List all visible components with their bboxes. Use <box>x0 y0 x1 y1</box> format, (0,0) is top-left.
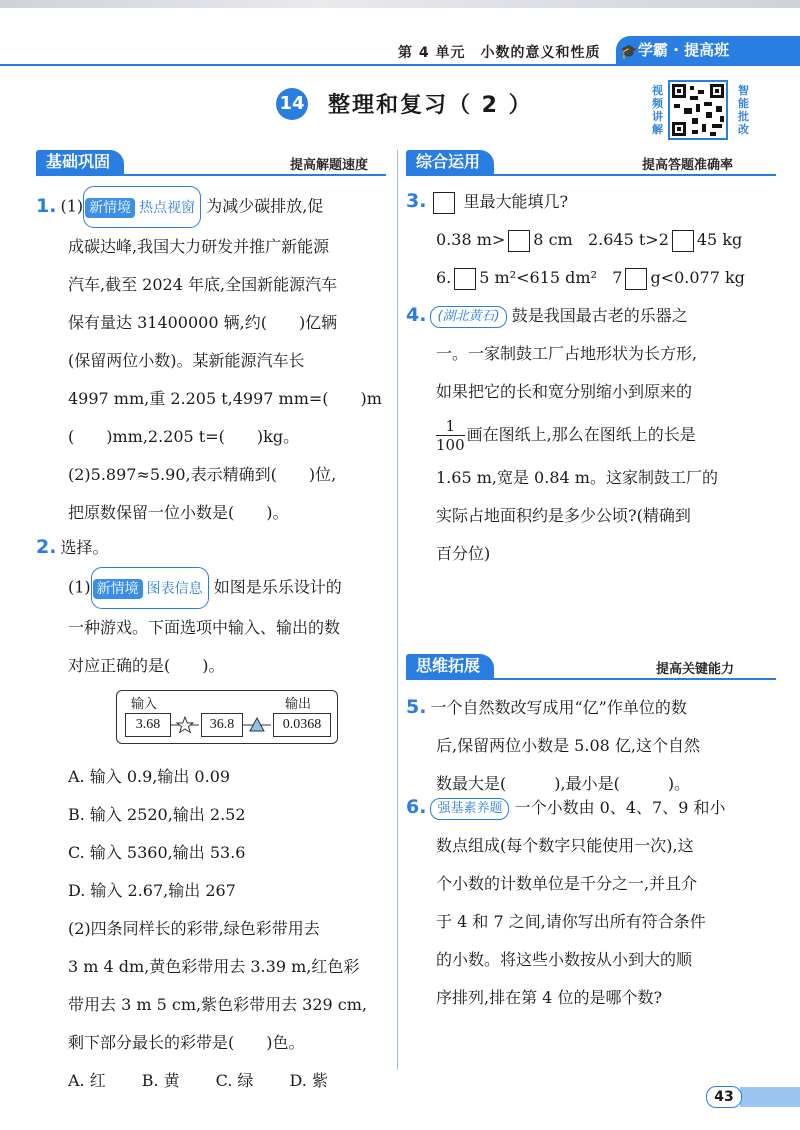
section-comprehensive-hint: 提高答题准确率 <box>642 158 734 173</box>
q2-part2-text: (2)四条同样长的彩带,绿色彩带用去 <box>68 919 320 938</box>
section-thinking-hint: 提高关键能力 <box>656 662 735 677</box>
q6-line-0 <box>406 788 786 827</box>
q2-title: 选择。 <box>60 538 109 557</box>
option-a[interactable]: A. 输入 0.9,输出 0.09 <box>68 767 231 786</box>
q1-text: (保留两位小数)。某新能源汽车长 <box>68 351 305 370</box>
q4-number: 4. <box>406 304 427 326</box>
section-thinking-rule <box>406 678 776 680</box>
triangle-icon <box>243 715 271 735</box>
q4-source: (湖北黄石) <box>430 306 506 328</box>
q5-text: 一个自然数改写成用“亿”作单位的数 <box>430 698 687 717</box>
q2-line-0 <box>36 567 392 609</box>
q3-expr: 0.38 m> <box>436 230 506 249</box>
part2-option-b[interactable]: B. 黄 <box>141 1071 180 1090</box>
question-2-options <box>36 758 392 1100</box>
machine-value-1: 3.68 <box>125 713 171 737</box>
q6-text: 数点组成(每个数字只能使用一次),这 <box>436 836 694 855</box>
page-title: 整理和复习（ 2 ） <box>328 93 533 118</box>
answer-box[interactable] <box>433 192 455 214</box>
q2-part1-prefix: (1) <box>68 577 91 597</box>
part2-option-c[interactable]: C. 绿 <box>215 1071 254 1090</box>
fraction-numerator: 1 <box>436 417 465 436</box>
section-comprehensive-rule <box>406 174 776 176</box>
answer-box[interactable] <box>508 230 530 252</box>
q4-text: 1.65 m,宽是 0.84 m。这家制鼓工厂的 <box>436 468 718 487</box>
q3-title: 里最大能填几? <box>463 192 569 211</box>
machine-input-label: 输入 <box>131 697 158 712</box>
q3-expr: 2.645 t>2 <box>587 230 669 249</box>
top-band <box>0 0 800 8</box>
q2-tag-b: 图表信息 <box>143 579 207 599</box>
option-b[interactable]: B. 输入 2520,输出 2.52 <box>68 805 246 824</box>
q1-text: (2)5.897≈5.90,表示精确到( )位, <box>68 465 337 484</box>
question-2 <box>36 528 392 685</box>
q1-line-0 <box>36 186 392 228</box>
q1-tag <box>83 186 201 228</box>
answer-box[interactable] <box>625 268 647 290</box>
q4-text: 画在图纸上,那么在图纸上的长是 <box>466 425 696 444</box>
qr-code[interactable] <box>668 80 728 140</box>
answer-box[interactable] <box>454 268 476 290</box>
question-4 <box>406 296 786 573</box>
qr-left-text: 视频讲解 <box>652 84 663 136</box>
q3-number: 3. <box>406 190 427 212</box>
q5-line-0 <box>406 688 786 727</box>
q3-expr: 6. <box>436 268 452 287</box>
brand-badge <box>616 36 800 64</box>
qr-right-text: 智能批改 <box>738 84 749 136</box>
q1-text: 4997 mm,重 2.205 t,4997 mm=( )m <box>68 389 382 408</box>
answer-box[interactable] <box>672 230 694 252</box>
q2-part2-text: 3 m 4 dm,黄色彩带用去 3.39 m,红色彩 <box>68 957 360 976</box>
qr-code-icon <box>670 82 726 138</box>
q5-text: 后,保留两位小数是 5.08 亿,这个自然 <box>436 736 700 755</box>
q1-number: 1. <box>36 194 57 217</box>
fraction-denominator: 100 <box>436 436 465 454</box>
q2-part2-text: 剩下部分最长的彩带是( )色。 <box>68 1033 305 1052</box>
part2-option-a[interactable]: A. 红 <box>68 1071 106 1090</box>
q3-expr: 8 cm <box>533 230 573 249</box>
option-c[interactable]: C. 输入 5360,输出 53.6 <box>68 843 246 862</box>
q2-text: 对应正确的是( )。 <box>68 656 225 675</box>
q5-number: 5. <box>406 696 427 718</box>
q3-expr: 7 <box>612 268 623 287</box>
q1-tag-b: 热点视窗 <box>135 198 199 218</box>
q4-text: 如果把它的长和宽分别缩小到原来的 <box>436 382 693 401</box>
q2-text: 一种游戏。下面选项中输入、输出的数 <box>68 618 341 637</box>
question-3 <box>406 182 786 297</box>
section-comprehensive-label: 综合运用 <box>406 150 494 174</box>
machine-value-2: 36.8 <box>201 713 243 737</box>
q4-line-0 <box>406 296 786 335</box>
q6-text: 一个小数由 0、4、7、9 和小 <box>514 798 726 817</box>
page-bar <box>740 1087 800 1107</box>
header-rule <box>0 64 800 66</box>
machine-output-label: 输出 <box>285 697 312 712</box>
question-5 <box>406 688 786 803</box>
q3-expr: g<0.077 kg <box>650 268 745 287</box>
section-basic-rule <box>36 174 386 176</box>
q6-text: 的小数。将这些小数按从小到大的顺 <box>436 950 693 969</box>
q2-part2-text: 带用去 3 m 5 cm,紫色彩带用去 329 cm, <box>68 995 368 1014</box>
q2-text: 如图是乐乐设计的 <box>213 577 342 597</box>
q3-expr: 45 kg <box>696 230 743 249</box>
q2-number: 2. <box>36 536 57 558</box>
machine-value-3: 0.0368 <box>273 713 331 737</box>
section-thinking-label: 思维拓展 <box>406 654 494 678</box>
question-1 <box>36 186 392 532</box>
q3-row-1 <box>406 221 786 259</box>
q4-text: 实际占地面积约是多少公顷?(精确到 <box>436 506 691 525</box>
q5-text: 数最大是( ),最小是( )。 <box>436 774 691 793</box>
graduation-cap-icon: 🎓 <box>620 44 638 60</box>
question-6 <box>406 788 786 1017</box>
q3-expr: 5 m²<615 dm² <box>479 268 597 287</box>
q1-text: ( )mm,2.205 t=( )kg。 <box>68 427 300 446</box>
q3-title-line <box>406 182 786 221</box>
unit-title: 第 4 单元 小数的意义和性质 <box>398 45 601 61</box>
q2-tag <box>91 567 209 609</box>
q6-text: 个小数的计数单位是千分之一,并且介 <box>436 874 698 893</box>
brand-text: 学霸 · 提高班 <box>638 41 730 59</box>
q2-part2-options <box>36 1062 392 1100</box>
fraction <box>436 417 465 454</box>
column-divider <box>397 150 398 1070</box>
option-d[interactable]: D. 输入 2.67,输出 267 <box>68 881 236 900</box>
page-number: 43 <box>706 1086 742 1108</box>
q4-text: 一。一家制鼓工厂占地形状为长方形, <box>436 344 698 363</box>
q4-text: 百分位) <box>436 544 491 563</box>
q1-tag-a: 新情境 <box>85 198 135 218</box>
section-basic-label: 基础巩固 <box>36 150 124 174</box>
q2-tag-a: 新情境 <box>93 579 143 599</box>
q1-text: 成碳达峰,我国大力研发并推广新能源 <box>68 237 330 256</box>
q1-text: 汽车,截至 2024 年底,全国新能源汽车 <box>68 275 338 294</box>
q6-text: 于 4 和 7 之间,请你写出所有符合条件 <box>436 912 706 931</box>
q3-row-2 <box>406 259 786 297</box>
lesson-number: 14 <box>276 88 308 120</box>
q6-tag: 强基素养题 <box>430 798 509 820</box>
q1-text: 把原数保留一位小数是( )。 <box>68 503 289 522</box>
input-output-machine <box>116 690 338 744</box>
q1-part1-prefix: (1) <box>60 196 84 216</box>
part2-option-d[interactable]: D. 紫 <box>289 1071 328 1090</box>
q6-number: 6. <box>406 796 427 818</box>
q4-frac-line <box>406 411 786 459</box>
q2-title-line <box>36 528 392 567</box>
q4-text: 鼓是我国最古老的乐器之 <box>511 306 688 325</box>
q1-text: 保有量达 31400000 辆,约( )亿辆 <box>68 313 338 332</box>
q6-text: 序排列,排在第 4 位的是哪个数? <box>436 988 663 1007</box>
q1-text: 为减少碳排放,促 <box>206 196 324 216</box>
star-icon <box>171 715 199 735</box>
section-basic-hint: 提高解题速度 <box>290 158 369 173</box>
